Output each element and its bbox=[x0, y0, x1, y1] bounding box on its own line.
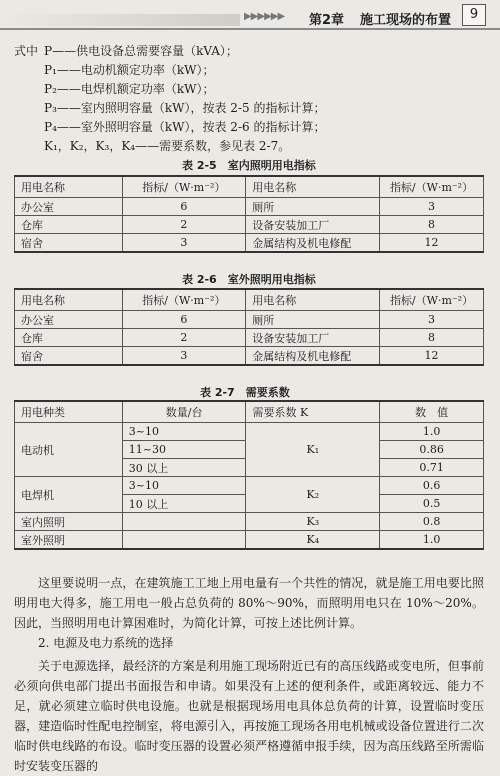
table-2-5-caption: 表 2-5 室内照明用电指标 bbox=[182, 159, 316, 172]
table-cell: 室外照明 bbox=[15, 531, 123, 550]
table-cell: K₂ bbox=[246, 477, 380, 513]
table-cell: 6 bbox=[122, 311, 246, 329]
table-cell: 12 bbox=[380, 234, 484, 253]
chapter-label: 第2章 bbox=[309, 13, 345, 28]
table-cell: 金属结构及机电修配 bbox=[246, 347, 380, 366]
header-cell: 数 值 bbox=[380, 401, 484, 423]
paragraph-text: 这里要说明一点，在建筑施工工地上用电量有一个共性的情况，就是施工用电要比照明用电大得多，施工用电一般占总负荷的 80%～90%，而照明用电只在 10%～20%。因此，当照明用电计算困难时，为简化计算，可按上述比例计算。 bbox=[14, 576, 484, 630]
header-rule bbox=[0, 28, 500, 30]
page-number: 9 bbox=[462, 4, 486, 26]
definition-prefix: 式中 bbox=[14, 44, 39, 58]
table-cell: 0.71 bbox=[380, 459, 484, 477]
table-cell: 0.8 bbox=[380, 513, 484, 531]
header-cell: 数量/台 bbox=[122, 401, 246, 423]
table-cell: K₁ bbox=[246, 423, 380, 477]
table-cell: 宿舍 bbox=[15, 347, 123, 366]
header-cell: 用电种类 bbox=[15, 401, 123, 423]
section-heading: 2. 电源及电力系统的选择 bbox=[38, 636, 174, 650]
table-cell bbox=[122, 513, 246, 531]
table-cell: 0.6 bbox=[380, 477, 484, 495]
table-row bbox=[15, 216, 484, 234]
table-cell: 金属结构及机电修配 bbox=[246, 234, 380, 253]
paragraph-load-ratio bbox=[14, 573, 484, 633]
header-cell: 指标/（W·m⁻²） bbox=[380, 176, 484, 198]
table-cell: 厕所 bbox=[246, 198, 380, 216]
table-header-row bbox=[15, 401, 484, 423]
paragraph-text: 关于电源选择，最经济的方案是利用施工现场附近已有的高压线路或变电所，但事前必须向供电部门提出书面报告和申请。如果没有上述的便利条件，或距离较远、能力不足，就必须建立临时供电设施。也就是根据现场用电具体总负荷的计算，设置临时变压器，建造临时性配电控制室，将电源引入，再按施工现场各用电机械或设备位置进行二次临时供电线路的布设。临时变压器的设置必须严格遵循申报手续，因为高压线路至所需临时安装变压器的 bbox=[14, 659, 484, 773]
table-row bbox=[15, 234, 484, 253]
table-cell: 8 bbox=[380, 216, 484, 234]
header-decoration bbox=[0, 14, 240, 26]
definition-text: P₄——室外照明容量（kW），按表 2-6 的指标计算； bbox=[44, 120, 326, 134]
table-cell: 设备安装加工厂 bbox=[246, 329, 380, 347]
table-cell: 电焊机 bbox=[15, 477, 123, 513]
table-header-row bbox=[15, 289, 484, 311]
table-row bbox=[15, 423, 484, 441]
header-cell: 需要系数 K bbox=[246, 401, 380, 423]
definition-text: P₁——电动机额定功率（kW）； bbox=[44, 63, 215, 77]
table-cell: K₄ bbox=[246, 531, 380, 550]
table-2-7-caption: 表 2-7 需要系数 bbox=[200, 386, 290, 399]
header-cell: 用电名称 bbox=[15, 289, 123, 311]
table-cell: 3 bbox=[380, 311, 484, 329]
table-cell: 3 bbox=[122, 347, 246, 366]
table-cell: 10 以上 bbox=[122, 495, 246, 513]
table-row bbox=[15, 531, 484, 550]
table-2-5 bbox=[14, 175, 484, 253]
table-row bbox=[15, 347, 484, 366]
table-row bbox=[15, 513, 484, 531]
table-cell: 仓库 bbox=[15, 329, 123, 347]
table-cell bbox=[122, 531, 246, 550]
definition-text: K₁，K₂，K₃，K₄——需要系数，参见表 2-7。 bbox=[44, 139, 291, 153]
table-cell: 3 bbox=[380, 198, 484, 216]
table-cell: 0.86 bbox=[380, 441, 484, 459]
table-cell: 3 bbox=[122, 234, 246, 253]
table-cell: 8 bbox=[380, 329, 484, 347]
table-row bbox=[15, 311, 484, 329]
table-cell: 3~10 bbox=[122, 423, 246, 441]
table-cell: 2 bbox=[122, 329, 246, 347]
paragraph-power-source bbox=[14, 656, 484, 776]
definition-text: P——供电设备总需要容量（kVA）； bbox=[44, 44, 238, 58]
table-cell: 1.0 bbox=[380, 423, 484, 441]
table-cell: 仓库 bbox=[15, 216, 123, 234]
table-row bbox=[15, 477, 484, 495]
header-cell: 用电名称 bbox=[246, 289, 380, 311]
table-cell: 室内照明 bbox=[15, 513, 123, 531]
table-cell: 办公室 bbox=[15, 311, 123, 329]
header-cell: 指标/（W·m⁻²） bbox=[380, 289, 484, 311]
table-2-7 bbox=[14, 400, 484, 550]
table-cell: 3~10 bbox=[122, 477, 246, 495]
table-cell: 0.5 bbox=[380, 495, 484, 513]
table-2-6 bbox=[14, 288, 484, 366]
running-header bbox=[0, 0, 500, 34]
definition-text: P₃——室内照明容量（kW），按表 2-5 的指标计算； bbox=[44, 101, 326, 115]
table-cell: 6 bbox=[122, 198, 246, 216]
table-cell: 设备安装加工厂 bbox=[246, 216, 380, 234]
table-cell: 1.0 bbox=[380, 531, 484, 550]
definition-text: P₂——电焊机额定功率（kW）； bbox=[44, 82, 215, 96]
table-cell: 2 bbox=[122, 216, 246, 234]
table-row bbox=[15, 198, 484, 216]
table-cell: 12 bbox=[380, 347, 484, 366]
table-header-row bbox=[15, 176, 484, 198]
table-cell: K₃ bbox=[246, 513, 380, 531]
table-cell: 11~30 bbox=[122, 441, 246, 459]
header-arrows-icon: ▶▶▶▶▶▶ bbox=[244, 11, 285, 22]
header-cell: 指标/（W·m⁻²） bbox=[122, 289, 246, 311]
header-cell: 指标/（W·m⁻²） bbox=[122, 176, 246, 198]
header-cell: 用电名称 bbox=[246, 176, 380, 198]
table-2-6-caption: 表 2-6 室外照明用电指标 bbox=[182, 273, 316, 286]
table-cell: 厕所 bbox=[246, 311, 380, 329]
table-cell: 办公室 bbox=[15, 198, 123, 216]
table-row bbox=[15, 329, 484, 347]
table-cell: 宿舍 bbox=[15, 234, 123, 253]
header-cell: 用电名称 bbox=[15, 176, 123, 198]
table-cell: 30 以上 bbox=[122, 459, 246, 477]
table-cell: 电动机 bbox=[15, 423, 123, 477]
chapter-title: 施工现场的布置 bbox=[360, 13, 452, 28]
